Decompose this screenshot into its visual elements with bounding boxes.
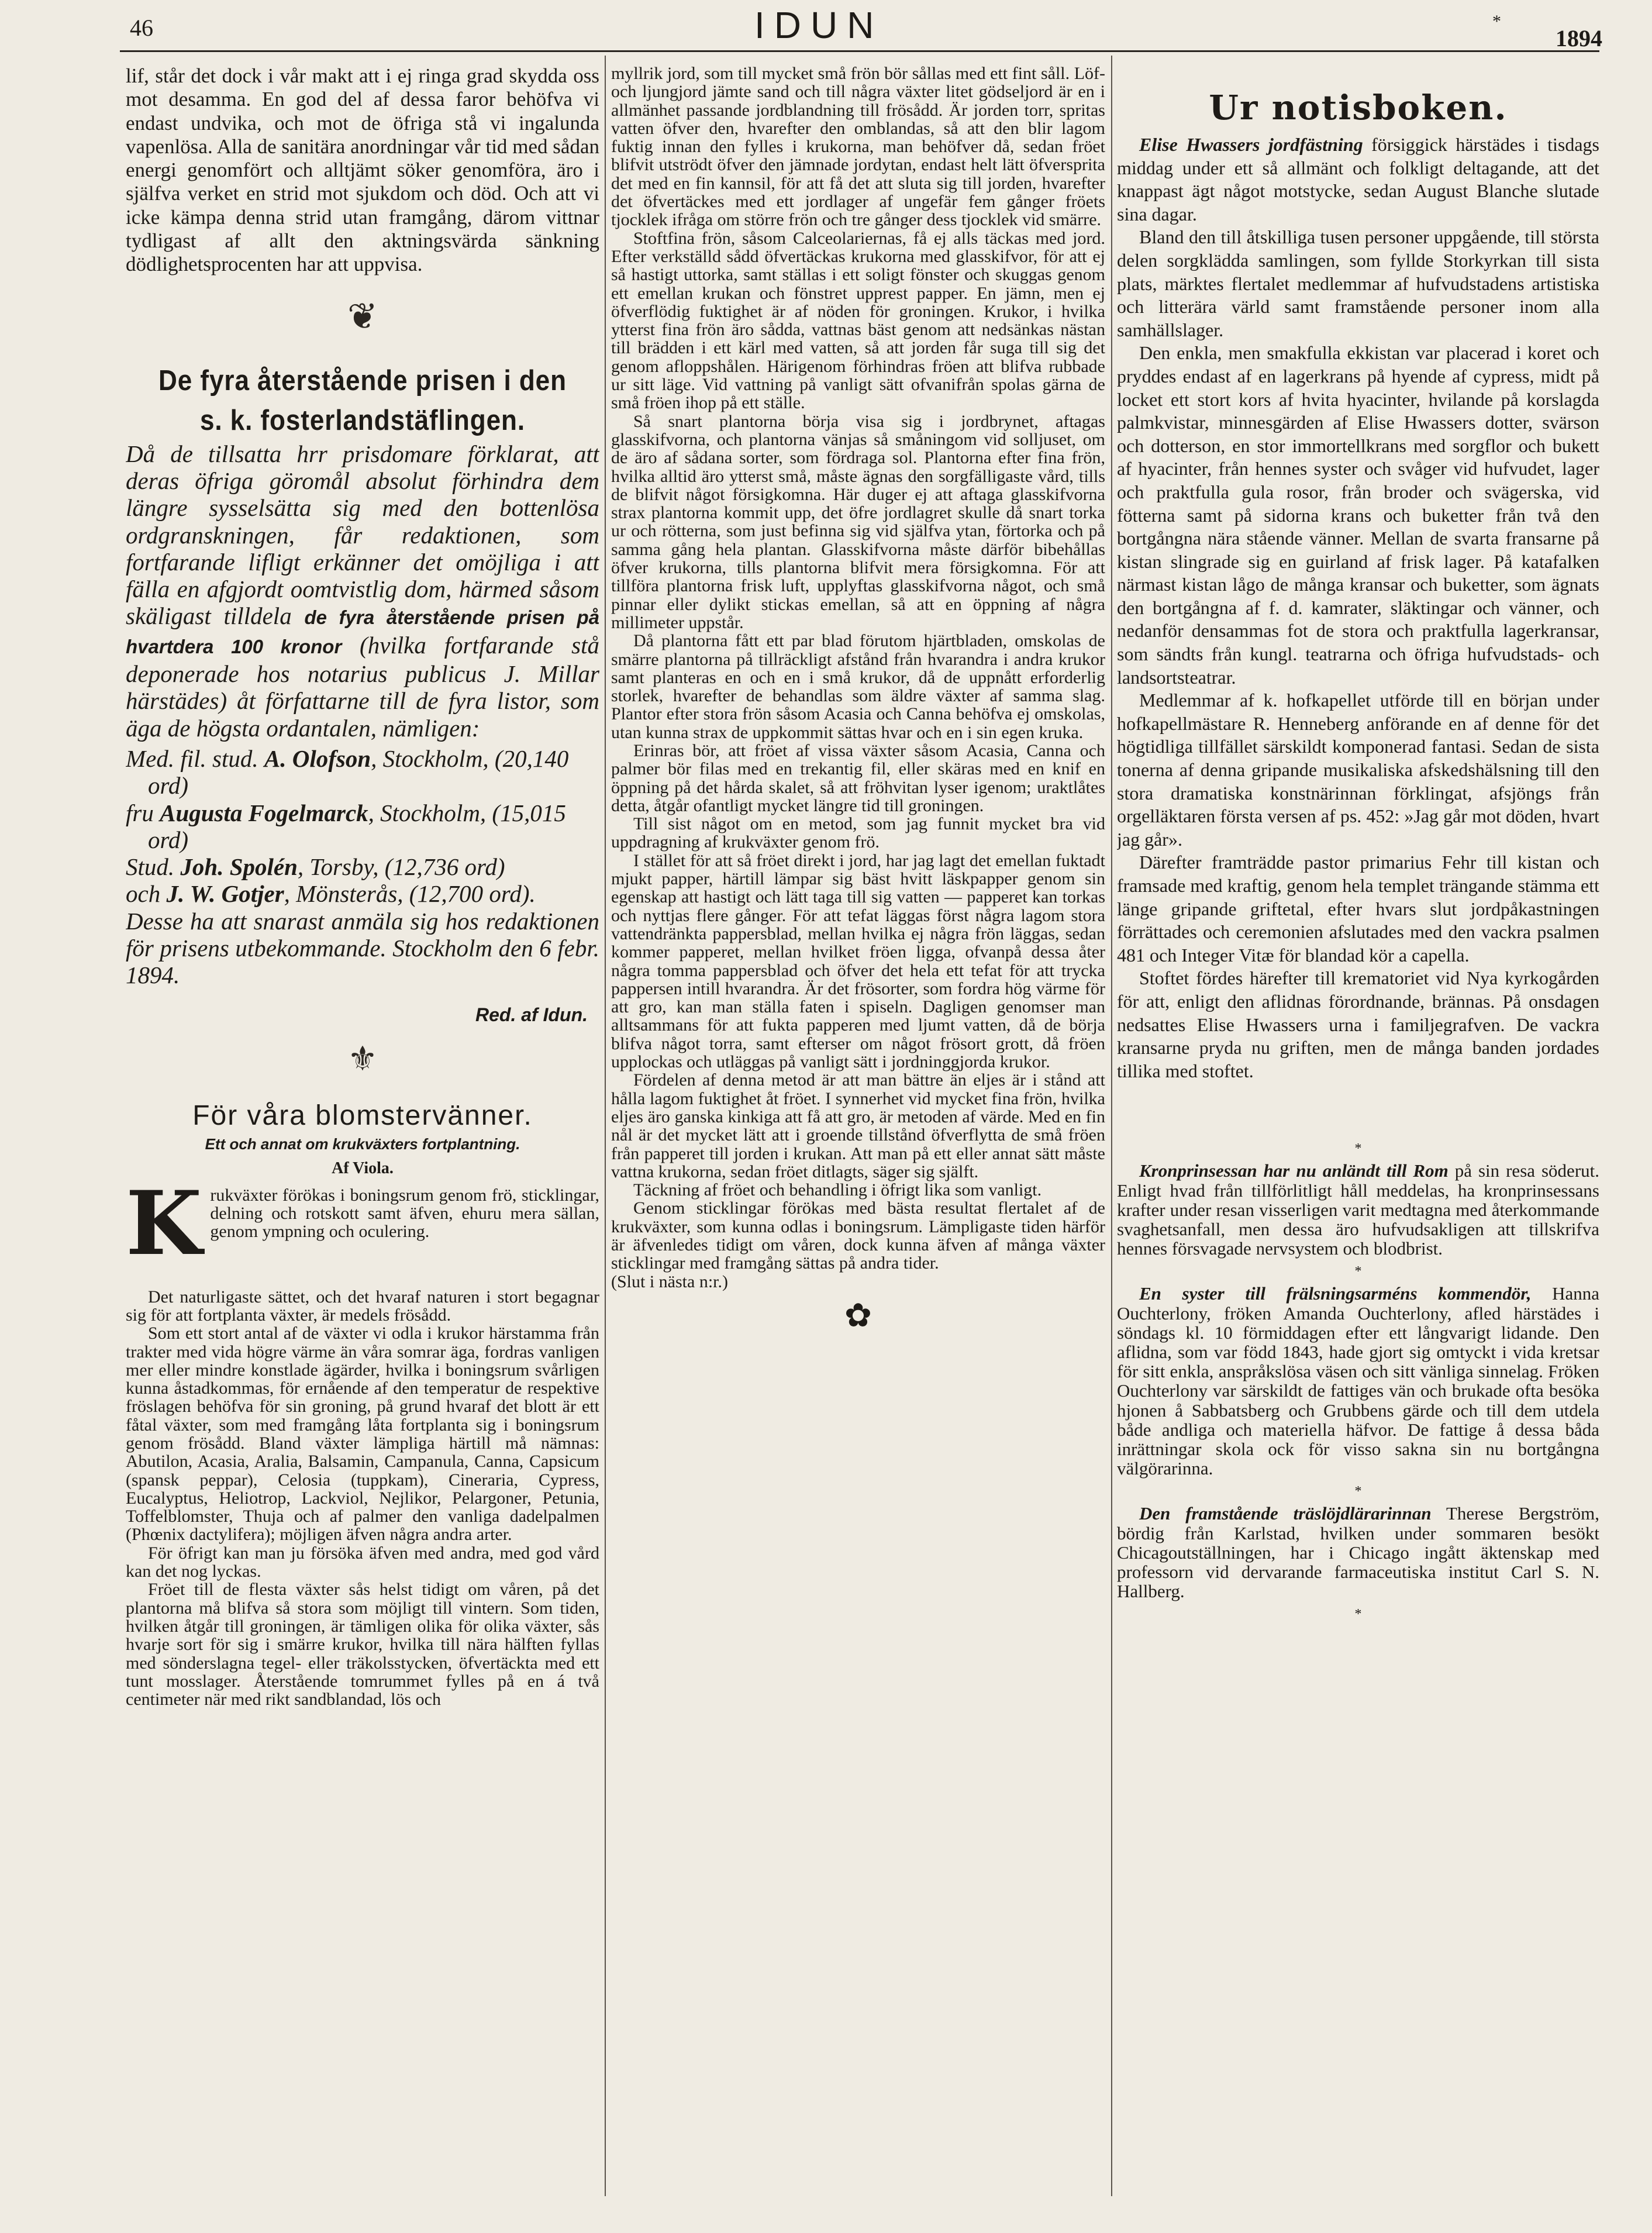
paragraph: Det naturligaste sättet, och det hvaraf naturen i stort begagnar sig för att fortplanta växter, är medels frösådd. [126, 1287, 599, 1325]
notice-lead: En syster till frälsningsarméns kommendör, [1139, 1283, 1532, 1304]
drop-cap: K [126, 1171, 202, 1275]
paragraph: Då plantorna fått ett par blad förutom hjärtbladen, omskolas de smärre plantorna på tillräckligt afstånd från hvarandra i andra krukor samt planteras en och en i små krukor, då de uppnått erforderlig storlek, hvarefter de behandlas som äldre växter af samma slag. Plantor efter stora frön såsom Acasia och Canna behöfva ej omskolas, utan kunna strax de uppkommit sättas hvar och en i sin egen kruka. [611, 631, 1105, 742]
notice-paragraph [1117, 1284, 1599, 1478]
paragraph: Erinras bör, att fröet af vissa växter såsom Acasia, Canna och palmer bör filas med en trekantig fil, eller skäras med en knif en öppning på det hårda skalet, så att fröhvitan lyser igenom; uraktlåtes detta, åtgår ofantligt mycket längre tid till groningen. [611, 740, 1105, 815]
separator-star: * [1354, 1484, 1362, 1500]
paragraph: Fröet till de flesta växter sås helst tidigt om våren, på det plantorna må blifva så stora som möjligt till vintern. Som tiden, hvilken åtgår till groningen, är tämligen olika för olika växter, sås hvarje sort för sig i smärre krukor, hvilka till nära hälften fyllas med sönderslagna tegel- eller träkolsstycken, öfvertäckta med ett tunt mosslager. Återstående tomrummet fylles på en á två centimeter när med rikt sandblandad, lös och [126, 1580, 599, 1710]
prize-intro-a: Då de tillsatta hrr prisdomare förklarat, att deras öfriga göromål absolut förhindra dem längre sysselsätta sig med den bottenlösa ordgranskningen, får redaktionen, som fortfarande lifligt erkänner det omöjliga i att fälla en afgjordt oomtvistlig dom, härmed såsom skäligast tilldela [126, 440, 599, 630]
notice-paragraph: Bland den till åtskilliga tusen personer uppgående, till största delen sorgklädda samlingen, som fyllde Storkyrkan till sista plats, märktes flertalet medlemmar af hufvudstadens artistiska och litterära värld samt framstående personer inom alla samhällslager. [1117, 226, 1599, 340]
notice-text: försiggick härstädes i tisdags middag under ett så allmänt och folkligt deltagande, att det knappast ägt något motstycke, sedan August Blanche slutade sina dagar. [1117, 134, 1599, 225]
paragraph: Stoftfina frön, såsom Calceolariernas, få ej alls täckas med jord. Efter verkställd sådd öfvertäckas krukorna med glasskifvor, för att ej så hastigt uttorka, samt ställas i ett soligt fönster och skuggas genom ett emellan krukan och fönstret upprest papper. En jämn, men ej öfverflödig fuktighet är af nöden för groningen. Krukor, i hvilka ytterst fina frön äro sådda, vattnas bäst genom att nedsänkas nästan till brädden i ett kärl med vatten, så att jorden får suga till sig det genom afloppshålen. Härigenom förhindras fröen att blifva rubbade ur sitt läge. Vid vattning på vanligt sätt ofvanifrån spolas gärna de små fröen ihop på ett ställe. [611, 228, 1105, 413]
prize-heading-line1: De fyra återstående prisen i den [158, 364, 567, 397]
section-subtitle: Ett och annat om krukväxters fortplantning. [205, 1135, 520, 1153]
paragraph: Så snart plantorna börja visa sig i jordbrynet, aftagas glasskifvorna, och plantorna vänjas så småningom vid solljuset, om de äro af sådana sorter, som fördraga sol. Plantorna efter fina frön, hvilka alltid äro ytterst små, måste ägnas den sorgfälligaste vård, tills de blifvit något försigkomna. Här duger ej att aftaga glasskifvorna strax plantorna kommit upp, det öfre jordlagret skulle då snart torka ur och rötterna, som just befinna sig vid själfva ytan, förtorka och på samma gång hela plantan. Glasskifvorna måste därför bibehållas öfver krukorna, tills plantorna blifvit mera försigkomna. För att tillföra plantorna frisk luft, upplyftas glasskifvorna något, och små pinnar eller dylikt stickas emellan, så att en öppning af några millimeter uppstår. [611, 411, 1105, 632]
notice-lead: Kronprinsessan har nu anländt till Rom [1139, 1160, 1448, 1181]
paragraph: Som ett stort antal af de växter vi odla i krukor härstamma från trakter med vida högre värme än våra somrar äga, fordras vanligen mer eller mindre konstlade ägärder, hvilka i boningsrum svårligen kunna åstadkommas, för ernående af den temperatur de respektive fröslagen behöfva för sin groning, på grund hvaraf det blott är ett fåtal växter, som med framgång låta fortplanta sig i boningsrum genom frösådd. Bland växter lämpliga härtill må nämnas: Abutilon, Acasia, Aralia, Balsamin, Campanula, Canna, Capsicum (spansk peppar), Celosia (tuppkam), Cineraria, Cypress, Eucalyptus, Heliotrop, Lackviol, Nejlikor, Pelargoner, Petunia, Toffelblomster, Thuja och af palmer den vanliga dadelpalmen (Phœnix dactylifera); möjligen äfven några andra arter. [126, 1324, 599, 1545]
prize-heading [150, 361, 576, 440]
winner-detail: , Stockholm, (20,140 ord) [148, 745, 569, 800]
paragraph: Fördelen af denna metod är att man bättre än eljes är i stånd att hålla lagom fuktighet åt fröet. I synnerhet vid mycket fina frön, hvilka eljes äro ganska kinkiga att få att gro, är metoden af värde. Med en fin nål är det mycket lätt att i groende tillstånd öfverflytta de små fröen från papperet till jorden i krukan. Att man på ett eller annat sätt måste vattna krukorna, sedan fröet ditlagts, säger sig själft. [611, 1070, 1105, 1181]
prize-announcement [126, 440, 599, 742]
winner-list [126, 745, 599, 908]
winner-title: och [126, 880, 167, 908]
notice-paragraph: Stoftet fördes härefter till krematoriet vid Nya kyrkogården för att, enligt den aflidnas förordnande, brännas. På onsdagen nedsattes Elise Hwassers urna i familjegrafven. De vackra kransarne pryda nu griften, men de många banden jordades tillika med stoftet. [1117, 967, 1599, 1081]
header-rule [120, 50, 1599, 52]
notice-lead: Den framstående träslöjdlärarinnan [1139, 1503, 1432, 1524]
page-number: 46 [130, 15, 153, 41]
prize-intro-b: (hvilka fortfarande stå deponerade hos notarius publicus J. Millar härstädes) åt författarne till de fyra listor, som äga de högsta ordantalen, nämligen: [126, 631, 599, 742]
winner-title: Stud. [126, 853, 181, 881]
prize-intro-highlight: de fyra återstående prisen på hvartdera 100 kronor [126, 607, 599, 657]
paragraph: I stället för att så fröet direkt i jord, har jag lagt det emellan fuktadt mjukt papper, härtill lämpar sig bäst hvitt läskpapper genom sin egenskap att hastigt och lätt taga till sig vatten — papperet kan torkas och nyttjas flere gånger. För att tefat läggas först några lagom stora vattendränkta pappersblad, mellan hvilka ej några frön läggas, sedan kommer papperet, mellan hvilket fröen ligga, ofvanpå dessa åter några tomma pappersblad och öfver det hela ett tefat för att trycka pappersen intill hvarandra. Är det frösorter, som fordra hög värme för att gro, kan man ställa faten i spiseln. Dagligen genomser man alltsammans för att fukta papperen med ljumt vatten, då de börja blifva något torra, samt efterser om något frösort grott, då fröen upplockas och utläggas på vanligt sätt i jordninggjorda krukor. [611, 850, 1105, 1072]
separator-star: * [1354, 1264, 1362, 1280]
winner-detail: , Stockholm, (15,015 ord) [148, 799, 566, 853]
continued-note: (Slut i nästa n:r.) [611, 1271, 728, 1291]
separator-star: * [1354, 1607, 1362, 1622]
paragraph: Genom sticklingar förökas med bästa resultat flertalet af de krukväxter, som kunna odlas i boningsrum. Lämpligaste tiden härför är äfvenledes tidigt om våren, dock kunna äfven af många växter sticklingar med framgång sättas på andra tider. [611, 1198, 1105, 1273]
notice-text: på sin resa söderut. Enligt hvad från tillförlitligt håll meddelas, ha kronprinsessans krafter under resan visserligen varit medtagna med återkommande svaghetsanfall, men dessa äro hufvudsakligen att tillskrifva hennes försvagade nervsystem och blodbrist. [1117, 1160, 1599, 1259]
separator-star: * [1354, 1141, 1362, 1157]
header-year: 1894 [1556, 25, 1602, 51]
notice-text: Therese Bergström, bördig från Karlstad, hvilken under sommaren besökt Chicagoutställningen, har i Chicago ingått äktenskap med professorn vid dervarande farmaceutiska institut Carl S. N. Hallberg. [1117, 1503, 1599, 1602]
notice-paragraph [1117, 1504, 1599, 1601]
winner-detail: , Torsby, (12,736 ord) [297, 853, 505, 881]
page-header [0, 0, 1652, 53]
prize-closing: Desse ha att snarast anmäla sig hos redaktionen för prisens utbekommande. Stockholm den 6 febr. 1894. [126, 907, 599, 989]
column-1 [126, 64, 599, 2210]
paragraph-text: rukväxter förökas i boningsrum genom frö, sticklingar, delning och rotskott samt äfven, ehuru mera sällan, genom ympning och oculering. [210, 1185, 599, 1242]
prize-heading-line2: s. k. fosterlandstäflingen. [199, 404, 526, 436]
winner-detail: , Mönsterås, (12,700 ord). [284, 880, 536, 908]
winner-entry [126, 853, 599, 880]
notice-paragraph [1117, 133, 1599, 226]
winner-title: Med. fil. stud. [126, 745, 264, 772]
col1-top-paragraph: lif, står det dock i vår makt att i ej ringa grad skydda oss mot desamma. En god del af dessa faror behöfva vi endast undvika, och mot de öfriga stå vi ingalunda vapenlösa. Alla de sanitära anordningar vår tid med sådan energi genomfört och alltjämt söker genomföra, äro i själfva verket en strid mot sjukdom och död. Och att vi icke kämpa denna strid utan framgång, därom vittnar tydligast af allt den aktningsvärda sänkning dödlighetsprocenten har att uppvisa. [126, 64, 599, 276]
section-title-flowers: För våra blomstervänner. [192, 1100, 533, 1131]
winner-name: A. Olofson [264, 745, 371, 772]
winner-entry [126, 800, 599, 854]
editor-signature: Red. af Idun. [475, 1004, 588, 1025]
paragraph: Till sist något om en metod, som jag funnit mycket bra vid uppdragning af krukväxter genom frö. [611, 814, 1105, 852]
column-divider-2 [1111, 56, 1112, 2196]
notice-paragraph [1117, 1161, 1599, 1258]
section-title-notices: Ur notisboken. [1209, 88, 1508, 127]
column-2 [611, 64, 1105, 2210]
paragraph: myllrik jord, som till mycket små frön bör sållas med ett fint såll. Löf- och ljungjord jämte sand och till några växter litet gödseljord är en i allmänhet passande jordblandning till frösådd. Är jorden torr, spritas vatten öfver den, hvarefter den omblandas, så att den blir lagom fuktig innan den fylles i krukorna, man behöfver då, sedan fröet blifvit utströdt öfver den jämnade jordytan, endast helt lätt öfversprita det med en fin kannsil, för att få det att sluta sig till jorden, hvarefter det öfvertäckes med ett jordlager af ungefär fem gånger fröets tjocklek ifråga om större frön och tre gånger dess tjocklek vid smärre. [611, 64, 1105, 230]
paragraph: För öfrigt kan man ju försöka äfven med andra, med god vård kan det nog lyckas. [126, 1543, 599, 1581]
notice-text: Hanna Ouchterlony, fröken Amanda Ouchterlony, afled härstädes i söndags kl. 10 förmiddagen efter ett långvarigt lidande. Den aflidna, som var född 1843, hade gjort sig omtyckt i vida kretsar för sitt enkla, anspråkslösa väsen och sitt vänliga sinnelag. Fröken Ouchterlony var särskildt de fattiges vän och brukade ofta besöka hjonen å Sabbatsberg och Grubbens gärde och till dem utdela både andliga och materiella häfvor. De fattige å dessa båda inrättningar skola ock för visso sakna sin nu bortgångna välgörarinna. [1117, 1283, 1599, 1479]
winner-name: Joh. Spolén [180, 853, 298, 881]
winner-title: fru [126, 799, 160, 826]
paragraph: Täckning af fröet och behandling i öfrigt lika som vanligt. [633, 1180, 1042, 1200]
notice-paragraph: Medlemmar af k. hofkapellet utförde till en början under hofkapellmästare R. Henneberg anförande en af denne för det högtidliga tillfället särskildt komponerad fantasi. Sedan de sista tonerna af denna gripande musikaliska afskedshälsning till den stora dramatiska konstnärinnan förklingat, afsjöngs från orgelläktaren första versen af ps. 452: »Jag går mot döden, hvart jag går». [1117, 690, 1599, 850]
column-3 [1117, 64, 1599, 2210]
notice-paragraph: Den enkla, men smakfulla ekkistan var placerad i koret och pryddes endast af en lagerkrans på hyende af cypress, midt på locket ett stort kors af hvita hyacinter, hvilande på korslagda palmkvistar, minnesgärden af Elise Hwassers dotter, svärson och dotterson, en stor immortellkrans med sorgflor och bukett af hyacinter, från hennes syster och svåger vid hufvudet, lager och praktfulla gula rosor, från broder och svägerska, vid fötterna samt på sidorna krans och buketter från två den bortgångna nära stående vänner. Mellan de svarta fransarne på kistan slingrade sig en guirland af frisk lager. På katafalken närmast kistan lågo de många kransar och buketter, som ägnats den bortgångna af f. d. kamrater, släktingar och vänner, och nedanför densammas fot de stora och praktfulla lagerkransar, som sändts från kungl. teatrarna och öfriga hufvudstads- och landsortsteatrar. [1117, 342, 1599, 688]
winner-name: Augusta Fogelmarck [160, 799, 368, 826]
winner-entry [126, 880, 599, 907]
masthead: IDUN [754, 4, 884, 46]
header-star: * [1492, 12, 1501, 31]
spacer [1117, 1083, 1599, 1135]
paragraph [126, 1171, 599, 1275]
fleuron-ornament-icon: ❦ [347, 297, 378, 337]
winner-name: J. W. Gotjer [166, 880, 284, 908]
fleur-de-lis-ornament-icon: ⚜ [347, 1039, 378, 1078]
byline: Af Viola. [332, 1159, 394, 1177]
column-divider-1 [605, 56, 606, 2196]
flower-ornament-icon: ✿ [844, 1297, 872, 1334]
notice-paragraph: Därefter framträdde pastor primarius Fehr till kistan och framsade med kraftig, genom hela templet trängande stämma ett länge gripande griftetal, efter hvars slut jordpåkastningen förrättades och ceremonien afslutades med den vackra psalmen 481 och Integer Vitæ för blandad kör a capella. [1117, 852, 1599, 966]
winner-entry [126, 745, 599, 800]
notice-lead: Elise Hwassers jordfästning [1139, 134, 1363, 155]
